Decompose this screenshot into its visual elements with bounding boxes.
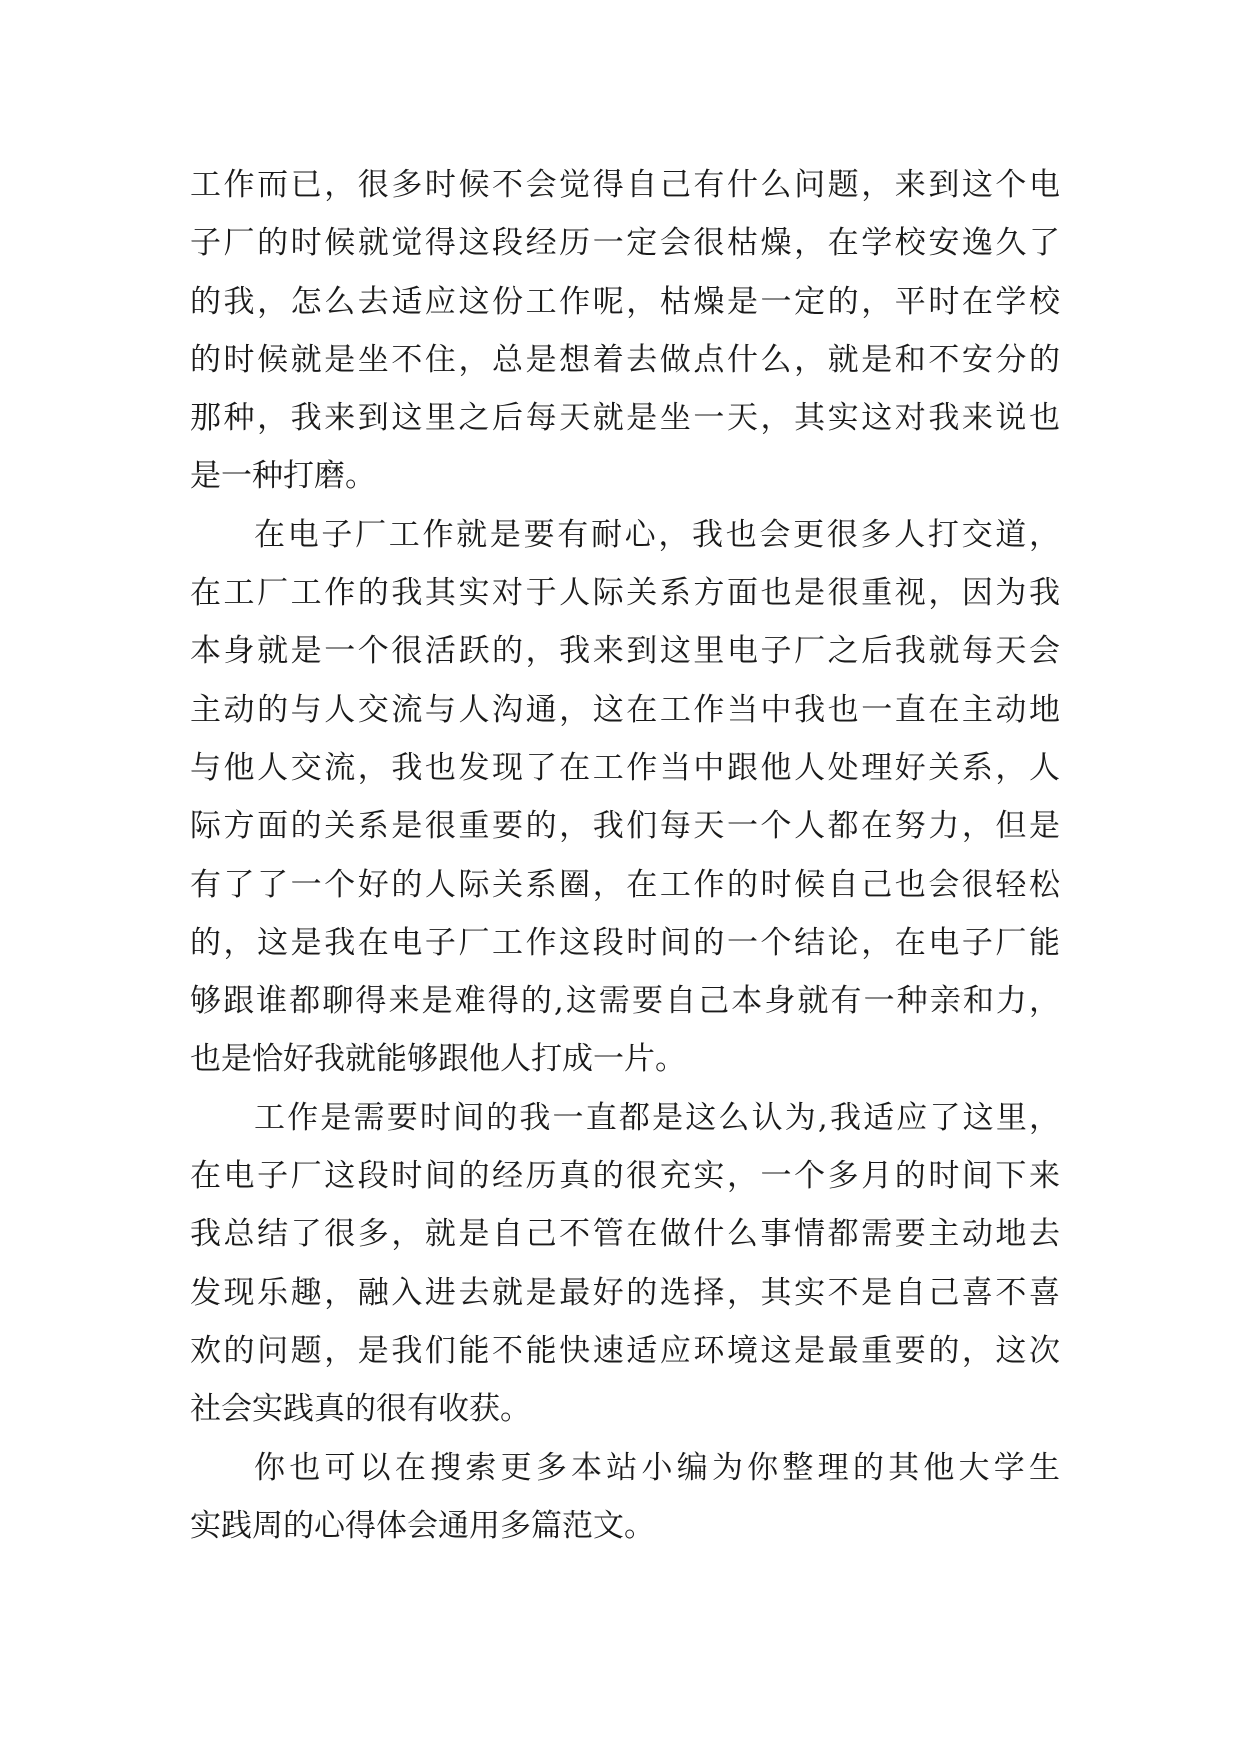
paragraph-line: 的我，怎么去适应这份工作呢，枯燥是一定的，平时在学校 [190,283,1060,320]
paragraph-line: 实践周的心得体会通用多篇范文。 [190,1507,655,1544]
paragraph [190,1439,1060,1556]
paragraph-line: 工作而已，很多时候不会觉得自己有什么问题，来到这个电 [190,167,1060,203]
document-body [190,156,1060,1555]
paragraph-line: 发现乐趣，融入进去就是最好的选择，其实不是自己喜不喜 [190,1274,1060,1311]
paragraph [190,156,1060,506]
paragraph-line: 工作是需要时间的我一直都是这么认为,我适应了这里， [254,1099,1060,1136]
paragraph [190,1089,1060,1439]
paragraph-line: 也是恰好我就能够跟他人打成一片。 [190,1041,686,1078]
paragraph-line: 主动的与人交流与人沟通，这在工作当中我也一直在主动地 [190,691,1060,728]
paragraph-line: 我总结了很多，就是自己不管在做什么事情都需要主动地去 [190,1216,1060,1253]
paragraph-line: 你也可以在搜索更多本站小编为你整理的其他大学生 [254,1449,1060,1486]
paragraph-line: 够跟谁都聊得来是难得的,这需要自己本身就有一种亲和力， [190,983,1060,1020]
paragraph-line: 与他人交流，我也发现了在工作当中跟他人处理好关系，人 [190,749,1060,786]
paragraph-line: 有了了一个好的人际关系圈，在工作的时候自己也会很轻松 [190,866,1060,903]
paragraph-line: 欢的问题，是我们能不能快速适应环境这是最重要的，这次 [190,1332,1060,1369]
paragraph-line: 本身就是一个很活跃的，我来到这里电子厂之后我就每天会 [190,633,1060,670]
paragraph-line: 的时候就是坐不住，总是想着去做点什么，就是和不安分的 [190,341,1060,378]
paragraph-line: 子厂的时候就觉得这段经历一定会很枯燥，在学校安逸久了 [190,225,1060,262]
paragraph-line: 在工厂工作的我其实对于人际关系方面也是很重视，因为我 [190,575,1060,612]
paragraph-line: 在电子厂这段时间的经历真的很充实，一个多月的时间下来 [190,1158,1060,1195]
paragraph-line: 际方面的关系是很重要的，我们每天一个人都在努力，但是 [190,808,1060,845]
paragraph-line: 社会实践真的很有收获。 [190,1391,531,1428]
paragraph-line: 在电子厂工作就是要有耐心，我也会更很多人打交道， [254,516,1060,553]
paragraph-line: 那种，我来到这里之后每天就是坐一天，其实这对我来说也 [190,400,1060,437]
paragraph-line: 的，这是我在电子厂工作这段时间的一个结论，在电子厂能 [190,924,1060,961]
paragraph-line: 是一种打磨。 [190,458,376,495]
paragraph [190,506,1060,1089]
